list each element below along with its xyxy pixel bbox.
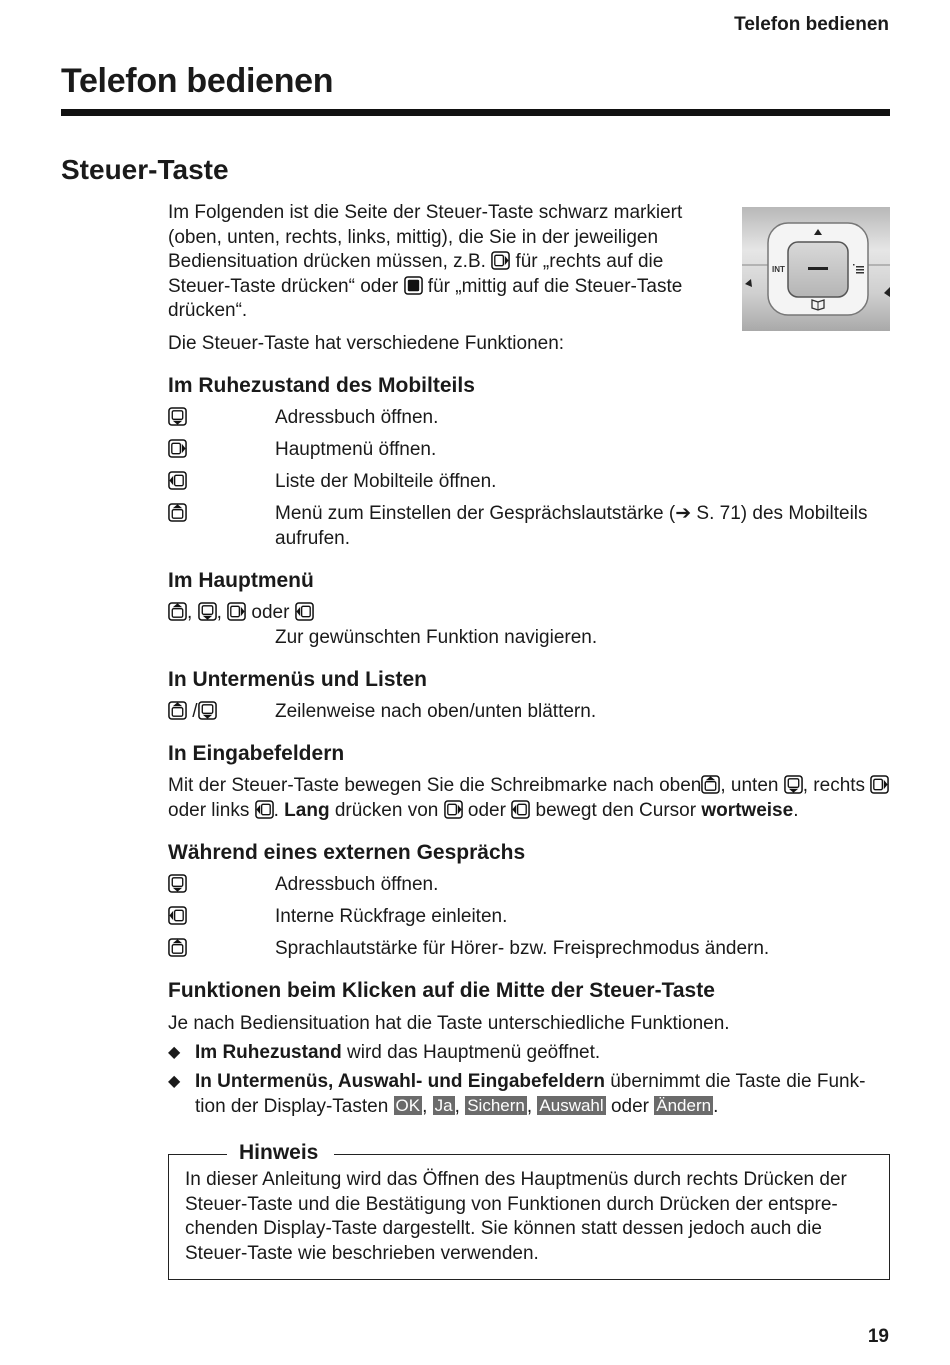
control-key-right-icon	[168, 439, 187, 458]
control-key-right-icon	[227, 602, 246, 621]
int-label: INT	[772, 265, 785, 274]
display-key-ja: Ja	[434, 1095, 453, 1115]
heading-hauptmenue: Im Hauptmenü	[168, 569, 314, 592]
control-key-up-icon	[168, 503, 187, 522]
section-title: Steuer-Taste	[61, 154, 229, 185]
control-key-right-icon	[870, 775, 889, 794]
heading-untermenues: In Untermenüs und Listen	[168, 668, 428, 691]
control-key-down-icon	[198, 602, 217, 621]
control-key-center-icon	[404, 276, 423, 295]
page-number: 19	[867, 1326, 889, 1347]
control-key-left-icon	[168, 906, 187, 925]
heading-mitte: Funktionen beim Klicken auf die Mitte der Steuer-Taste	[168, 979, 715, 1002]
control-key-photo	[742, 207, 890, 331]
heading-eingabefelder: In Eingabefeldern	[168, 742, 345, 765]
bullet-item: ◆ Im Ruhezustand wird das Hauptmenü geöffnet.	[168, 1041, 890, 1066]
list-item: Hauptmenü öffnen.	[168, 438, 890, 463]
list-item: Sprachlautstärke für Hörer- bzw. Freisprechmodus ändern.	[168, 937, 890, 962]
control-key-left-icon	[511, 800, 530, 819]
chapter-title: Telefon bedienen	[61, 62, 334, 100]
control-key-up-icon	[168, 938, 187, 957]
control-key-up-icon	[168, 602, 187, 621]
diamond-bullet-icon: ◆	[168, 1044, 181, 1061]
diamond-bullet-icon: ◆	[168, 1073, 181, 1090]
list-item: Adressbuch öffnen.	[168, 406, 890, 431]
intro-paragraph-2: Die Steuer-Taste hat verschiedene Funktionen:	[168, 332, 565, 354]
display-key-aendern: Ändern	[656, 1095, 712, 1115]
title-rule	[61, 109, 890, 116]
heading-gespraech: Während eines externen Gesprächs	[168, 841, 526, 864]
arrow-right-icon: ➔	[675, 503, 692, 524]
control-key-right-icon	[491, 251, 510, 270]
hinweis-box	[168, 1141, 890, 1280]
control-key-left-icon	[168, 471, 187, 490]
control-key-left-icon	[255, 800, 274, 819]
display-key-auswahl: Auswahl	[539, 1095, 604, 1115]
hinweis-text: In dieser Anleitung wird das Öffnen des Hauptmenüs durch rechts Drücken der Steuer-Taste und die Bestätigung von Funktionen durch Drücken der entspre- chenden Display-Taste dargestellt. Sie können statt dessen jedoch auch die Steuer-Taste wie beschrieben verwenden.	[185, 1169, 847, 1264]
control-key-left-icon	[295, 602, 314, 621]
hinweis-label: Hinweis	[227, 1141, 334, 1165]
list-item: Liste der Mobilteile öffnen.	[168, 470, 890, 495]
intro-paragraph-1: Im Folgenden ist die Seite der Steuer-Taste schwarz markiert (oben, unten, rechts, links, mittig), die Sie in der jeweiligen Bediensituation drücken müssen, z.B. für „rechts auf die Steuer-Taste drücken“ oder für „mittig auf die Steuer-Taste drücken“.	[168, 202, 683, 322]
control-key-right-icon	[444, 800, 463, 819]
control-key-up-icon	[168, 701, 187, 720]
control-key-down-icon	[784, 775, 803, 794]
list-item: Adressbuch öffnen.	[168, 873, 890, 898]
list-item: , , oder Zur gewünschten Funktion navigieren.	[168, 601, 890, 650]
control-key-up-icon	[701, 775, 720, 794]
heading-ruhezustand: Im Ruhezustand des Mobilteils	[168, 374, 475, 397]
control-key-down-icon	[198, 701, 217, 720]
intro-text	[168, 201, 728, 357]
list-item: Menü zum Einstellen der Gesprächslautstärke (➔ S. 71) des Mobilteils aufrufen.	[168, 502, 890, 551]
mitte-intro: Je nach Bediensituation hat die Taste unterschiedliche Funktionen.	[168, 1013, 730, 1034]
list-item: Interne Rückfrage einleiten.	[168, 905, 890, 930]
eingabefelder-text: Mit der Steuer-Taste bewegen Sie die Schreibmarke nach oben , unten , rechts oder links . Lang drücken von oder bewegt den Cursor wortweise.	[168, 774, 890, 823]
control-key-down-icon	[168, 407, 187, 426]
bullet-item: ◆ In Untermenüs, Auswahl- und Eingabefeldern übernimmt die Taste die Funk- tion der Display-Tasten OK , Ja , Sichern , Auswahl oder Ändern .	[168, 1071, 866, 1117]
running-head: Telefon bedienen	[734, 14, 889, 35]
control-key-down-icon	[168, 874, 187, 893]
display-key-ok: OK	[395, 1095, 421, 1115]
display-key-sichern: Sichern	[467, 1095, 525, 1115]
list-item: / Zeilenweise nach oben/unten blättern.	[168, 700, 890, 725]
